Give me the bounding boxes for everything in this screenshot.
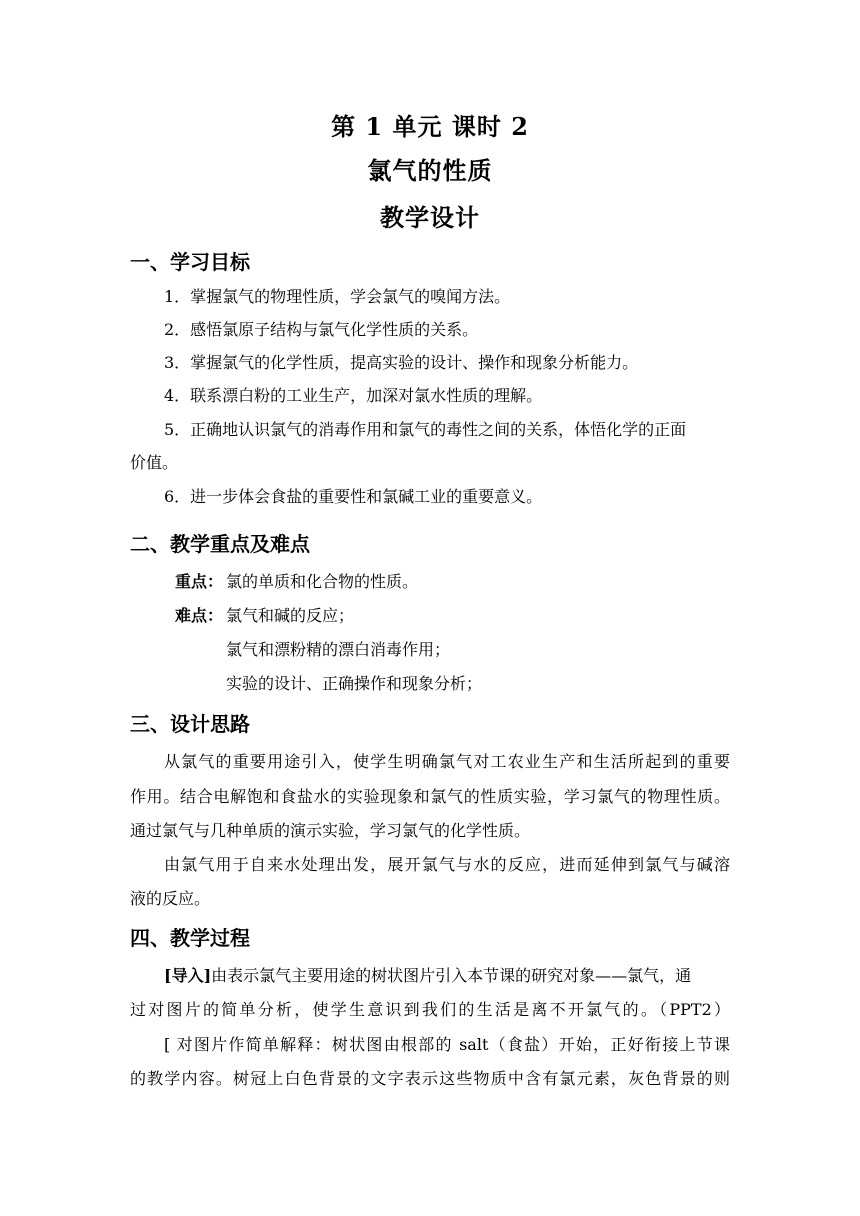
design-paragraph-line: 作用。结合电解饱和食盐水的实验现象和氯气的性质实验，学习氯气的物理性质。 xyxy=(130,787,730,806)
difficult-point-item: 氯气和漂粉精的漂白消毒作用； xyxy=(226,640,451,659)
process-paragraph-line: 的教学内容。树冠上白色背景的文字表示这些物质中含有氯元素，灰色背景的则 xyxy=(130,1069,730,1088)
process-intro-line xyxy=(164,965,730,987)
objective-item: 3．掌握氯气的化学性质，提高实验的设计、操作和现象分析能力。 xyxy=(164,353,639,372)
design-paragraph-line: 通过氯气与几种单质的演示实验，学习氯气的化学性质。 xyxy=(130,821,531,840)
intro-label: [导入] xyxy=(164,966,212,985)
design-paragraph-line: 由氯气用于自来水处理出发，展开氯气与水的反应，进而延伸到氯气与碱溶 xyxy=(164,855,730,874)
key-point-text: 氯的单质和化合物的性质。 xyxy=(226,572,419,591)
section-heading-objectives: 一、学习目标 xyxy=(130,250,250,274)
objective-item-continuation: 价值。 xyxy=(130,453,179,472)
objective-item: 4．联系漂白粉的工业生产，加深对氯水性质的理解。 xyxy=(164,386,543,405)
key-point-label: 重点： xyxy=(175,572,224,591)
unit-lesson-title: 第 1 单元 课时 2 xyxy=(331,112,529,141)
section-heading-process: 四、教学过程 xyxy=(130,926,250,950)
topic-title: 氯气的性质 xyxy=(367,156,493,185)
process-text: 由表示氯气主要用途的树状图片引入本节课的研究对象——氯气，通 xyxy=(211,966,692,985)
process-paragraph-line: [ 对图片作简单解释：树状图由根部的 salt（食盐）开始，正好衔接上节课 xyxy=(164,1035,730,1054)
section-heading-design: 三、设计思路 xyxy=(130,712,250,736)
objective-item: 5．正确地认识氯气的消毒作用和氯气的毒性之间的关系，体悟化学的正面 xyxy=(164,420,687,439)
objective-item: 2．感悟氯原子结构与氯气化学性质的关系。 xyxy=(164,320,479,339)
section-heading-key-points: 二、教学重点及难点 xyxy=(130,532,310,556)
process-paragraph-line: 过对图片的简单分析，使学生意识到我们的生活是离不开氯气的。（PPT2） xyxy=(130,1000,730,1019)
document-type-title: 教学设计 xyxy=(380,203,480,232)
objective-item: 6．进一步体会食盐的重要性和氯碱工业的重要意义。 xyxy=(164,487,543,506)
design-paragraph-line: 液的反应。 xyxy=(130,889,211,908)
difficult-point-label: 难点： xyxy=(175,606,224,625)
objective-item: 1．掌握氯气的物理性质，学会氯气的嗅闻方法。 xyxy=(164,287,511,306)
design-paragraph-line: 从氯气的重要用途引入，使学生明确氯气对工农业生产和生活所起到的重要 xyxy=(164,752,730,771)
difficult-point-item: 氯气和碱的反应； xyxy=(226,606,355,625)
difficult-point-item: 实验的设计、正确操作和现象分析； xyxy=(226,674,483,693)
